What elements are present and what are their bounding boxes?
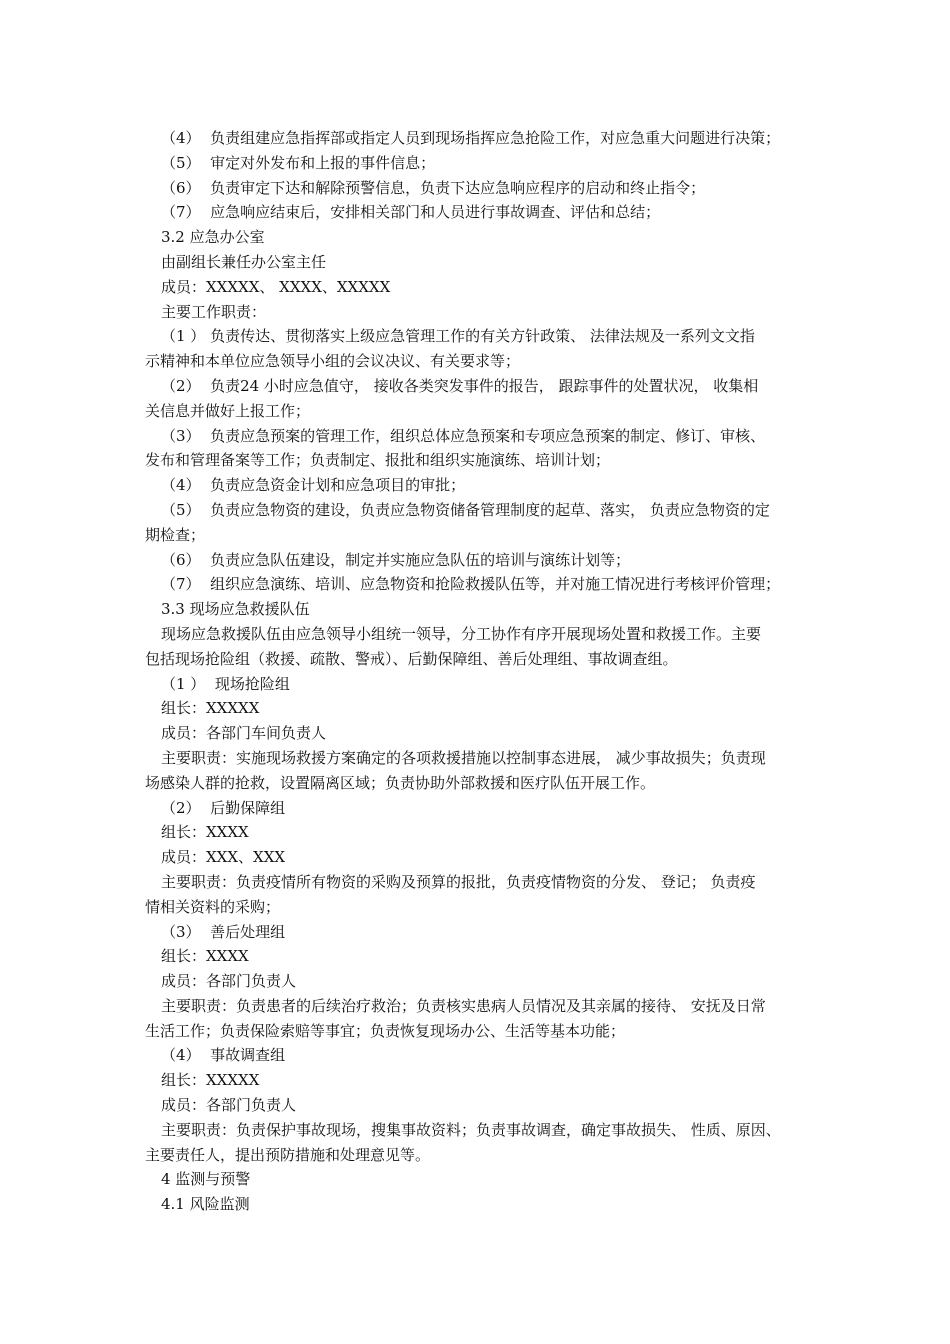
text-line: 4.1 风险监测 bbox=[161, 1195, 250, 1214]
text-line: （6） 负责应急队伍建设，制定并实施应急队伍的培训与演练计划等； bbox=[161, 550, 631, 569]
text-line: 现场应急救援队伍由应急领导小组统一领导，分工协作有序开展现场处置和救援工作。主要 bbox=[161, 624, 762, 643]
text-line: （1 ） 现场抢险组 bbox=[161, 674, 290, 693]
text-line: 生活工作；负责保险索赔等事宜；负责恢复现场办公、生活等基本功能； bbox=[145, 1021, 626, 1040]
text-line: 组长：XXXXX bbox=[161, 1071, 260, 1090]
text-line: 情相关资料的采购； bbox=[145, 897, 281, 916]
text-line: 3.2 应急办公室 bbox=[161, 228, 265, 247]
text-line: （7） 组织应急演练、培训、应急物资和抢险救援队伍等，并对施工情况进行考核评价管理； bbox=[161, 575, 781, 594]
text-line: （4） 事故调查组 bbox=[161, 1046, 286, 1065]
text-line: 成员：各部门车间负责人 bbox=[161, 724, 327, 743]
text-line: （3） 善后处理组 bbox=[161, 922, 286, 941]
text-line: 4 监测与预警 bbox=[161, 1170, 251, 1189]
text-line: 主要职责：实施现场救援方案确定的各项救援措施以控制事态进展， 减少事故损失；负责现 bbox=[161, 748, 766, 767]
text-line: 发布和管理备案等工作；负责制定、报批和组织实施演练、培训计划； bbox=[145, 451, 611, 470]
text-line: （5） 审定对外发布和上报的事件信息； bbox=[161, 153, 436, 172]
text-line: （4） 负责组建应急指挥部或指定人员到现场指挥应急抢险工作，对应急重大问题进行决策； bbox=[161, 129, 781, 147]
text-line: 组长：XXXXX bbox=[161, 699, 260, 718]
text-line: （2） 负责24 小时应急值守， 接收各类突发事件的报告， 跟踪事件的处置状况， 收集相 bbox=[161, 376, 759, 395]
text-line: 示精神和本单位应急领导小组的会议决议、有关要求等； bbox=[145, 352, 521, 371]
text-line: 主要职责：负责患者的后续治疗救治；负责核实患病人员情况及其亲属的接待、 安抚及日常 bbox=[161, 996, 766, 1015]
text-line: 场感染人群的抢救，设置隔离区域；负责协助外部救援和医疗队伍开展工作。 bbox=[145, 773, 656, 792]
text-line: 期检查； bbox=[145, 525, 206, 544]
text-line: 主要工作职责： bbox=[161, 302, 267, 321]
text-line: 成员：各部门负责人 bbox=[161, 972, 297, 991]
document-body bbox=[145, 126, 820, 1217]
text-line: 主要职责：负责疫情所有物资的采购及预算的报批，负责疫情物资的分发、 登记； 负责疫 bbox=[161, 872, 756, 891]
text-line: 成员：各部门负责人 bbox=[161, 1096, 297, 1115]
text-line: 主要责任人，提出预防措施和处理意见等。 bbox=[145, 1145, 431, 1164]
text-line: 成员：XXXXX、 XXXX、XXXXX bbox=[161, 277, 391, 296]
text-line: （7） 应急响应结束后，安排相关部门和人员进行事故调查、评估和总结； bbox=[161, 203, 661, 222]
text-line: （4） 负责应急资金计划和应急项目的审批； bbox=[161, 476, 466, 495]
text-line: 包括现场抢险组（救援、疏散、警戒）、后勤保障组、善后处理组、事故调查组。 bbox=[145, 649, 678, 668]
text-line: （5） 负责应急物资的建设，负责应急物资储备管理制度的起草、落实， 负责应急物资的定 bbox=[161, 500, 770, 519]
text-line: 主要职责：负责保护事故现场，搜集事故资料；负责事故调查，确定事故损失、 性质、原因、 bbox=[161, 1120, 781, 1139]
text-line: （6） 负责审定下达和解除预警信息，负责下达应急响应程序的启动和终止指令； bbox=[161, 178, 706, 197]
text-line: （2） 后勤保障组 bbox=[161, 798, 286, 817]
text-line: 关信息并做好上报工作； bbox=[145, 401, 311, 420]
text-line: 3.3 现场应急救援队伍 bbox=[161, 600, 310, 619]
text-line: （3） 负责应急预案的管理工作，组织总体应急预案和专项应急预案的制定、修订、审核、 bbox=[161, 426, 766, 445]
text-line: （1 ） 负责传达、贯彻落实上级应急管理工作的有关方针政策、 法律法规及一系列文文指 bbox=[161, 327, 755, 346]
text-line: 由副组长兼任办公室主任 bbox=[161, 252, 327, 271]
text-line: 组长：XXXX bbox=[161, 823, 249, 842]
text-line: 成员：XXX、XXX bbox=[161, 848, 286, 867]
text-line: 组长：XXXX bbox=[161, 947, 249, 966]
